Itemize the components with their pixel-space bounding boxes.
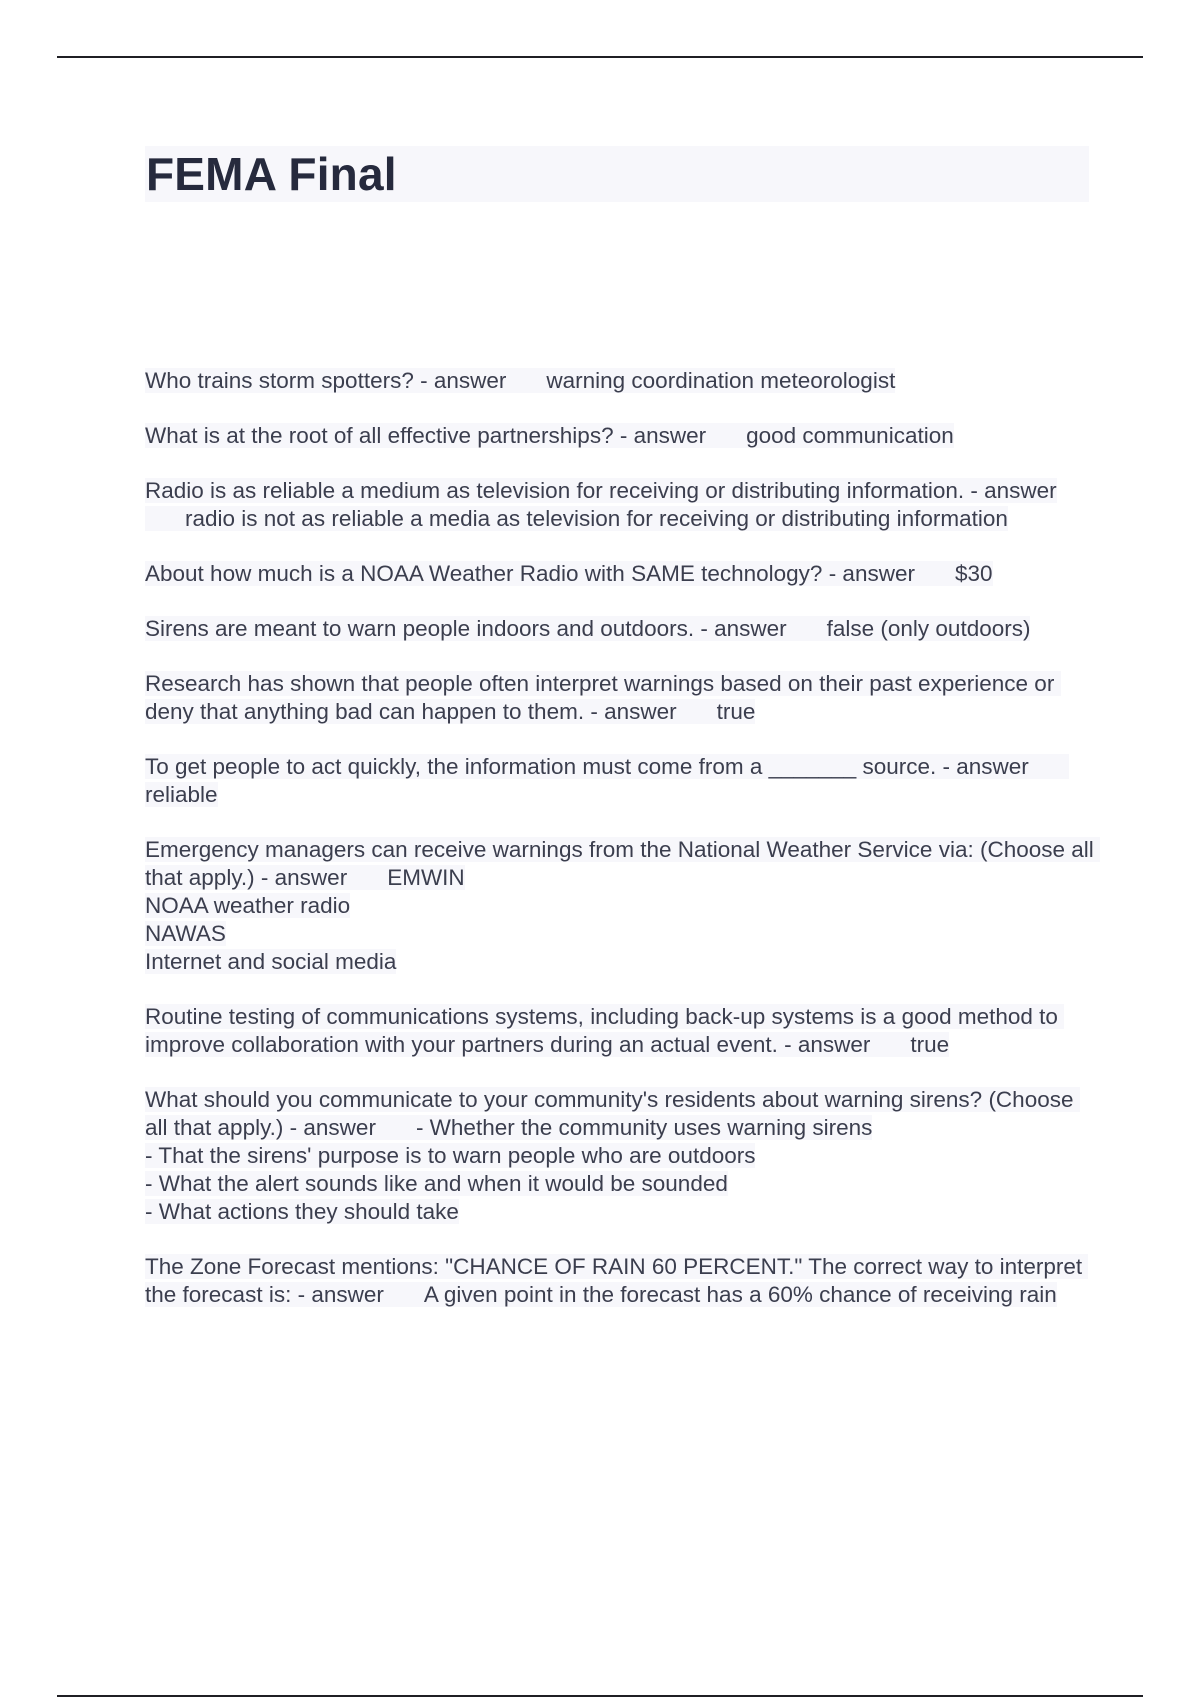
answer-continuation	[145, 1198, 1095, 1226]
question-text: Routine testing of communications systems, including back-up systems is a good method to improve collaboration with your partners during an actual event.	[145, 1004, 1065, 1057]
answer-separator: - answer	[613, 423, 707, 448]
qa-line	[145, 1254, 1088, 1307]
answer-line-text: Internet and social media	[145, 949, 397, 974]
answer-separator: - answer	[964, 478, 1057, 503]
qa-item	[145, 836, 1101, 976]
answer-text: radio is not as reliable a media as television for receiving or distributing information	[185, 506, 1008, 531]
answer-continuation	[145, 1142, 1095, 1170]
answer-continuation	[145, 920, 1095, 948]
qa-line	[145, 368, 895, 393]
question-text: Radio is as reliable a medium as television for receiving or distributing information.	[145, 478, 965, 503]
qa-line	[145, 561, 993, 586]
answer-text: EMWIN	[387, 865, 465, 890]
answer-text: true	[910, 1032, 950, 1057]
answer-separator: - answer	[936, 754, 1029, 779]
answer-text: warning coordination meteorologist	[546, 368, 896, 393]
qa-line	[145, 423, 954, 448]
answer-line-text: - That the sirens' purpose is to warn people who are outdoors	[145, 1143, 756, 1168]
answer-line-text: - What the alert sounds like and when it would be sounded	[145, 1171, 728, 1196]
header-rule	[57, 56, 1143, 58]
question-text: What is at the root of all effective partnerships?	[145, 423, 614, 448]
answer-separator: - answer	[254, 865, 348, 890]
qa-line	[145, 1087, 1080, 1140]
qa-item	[145, 670, 1095, 726]
question-text: Sirens are meant to warn people indoors and outdoors.	[145, 616, 695, 641]
answer-separator: - answer	[291, 1282, 384, 1307]
qa-line	[145, 671, 1061, 724]
question-text: What should you communicate to your community's residents about warning sirens? (Choose all that apply.)	[145, 1087, 1080, 1140]
answer-separator: - answer	[584, 699, 677, 724]
question-text: Who trains storm spotters?	[145, 368, 414, 393]
answer-line-text: - What actions they should take	[145, 1199, 459, 1224]
answer-separator: - answer	[694, 616, 787, 641]
footer-rule	[57, 1695, 1143, 1697]
answer-line-text: NAWAS	[145, 921, 226, 946]
answer-continuation	[145, 1170, 1095, 1198]
answer-text: $30	[954, 561, 993, 586]
question-text: About how much is a NOAA Weather Radio with SAME technology?	[145, 561, 823, 586]
qa-list	[145, 367, 1101, 1336]
qa-item	[145, 422, 1095, 450]
answer-separator: - answer	[413, 368, 507, 393]
answer-line-text: NOAA weather radio	[145, 893, 351, 918]
qa-line	[145, 616, 1030, 641]
answer-text: good communication	[746, 423, 954, 448]
answer-separator: - answer	[283, 1115, 376, 1140]
answer-text: reliable	[145, 782, 218, 807]
qa-item	[145, 1253, 1095, 1309]
document-title: FEMA Final	[146, 148, 397, 200]
answer-text: false (only outdoors)	[826, 616, 1031, 641]
question-text: To get people to act quickly, the information must come from a _______ source.	[145, 754, 937, 779]
qa-line	[145, 754, 1069, 807]
answer-text: true	[716, 699, 756, 724]
answer-text: - Whether the community uses warning sirens	[415, 1115, 873, 1140]
qa-item	[145, 1086, 1095, 1226]
qa-line	[145, 837, 1100, 890]
qa-item	[145, 477, 1095, 533]
qa-item	[145, 615, 1095, 643]
answer-text: A given point in the forecast has a 60% chance of receiving rain	[423, 1282, 1057, 1307]
qa-item	[145, 753, 1095, 809]
qa-item	[145, 1003, 1095, 1059]
answer-continuation	[145, 892, 1095, 920]
qa-item	[145, 367, 1095, 395]
qa-line	[145, 478, 1057, 531]
qa-item	[145, 560, 1095, 588]
answer-separator: - answer	[822, 561, 915, 586]
answer-continuation	[145, 948, 1095, 976]
question-text: Research has shown that people often interpret warnings based on their past experience or deny that anything bad can happen to them.	[145, 671, 1061, 724]
question-text: Emergency managers can receive warnings from the National Weather Service via: (Choose all that apply.)	[145, 837, 1101, 890]
qa-line	[145, 1004, 1064, 1057]
question-text: The Zone Forecast mentions: "CHANCE OF RAIN 60 PERCENT." The correct way to interpret the forecast is:	[145, 1254, 1089, 1307]
answer-separator: - answer	[777, 1032, 871, 1057]
